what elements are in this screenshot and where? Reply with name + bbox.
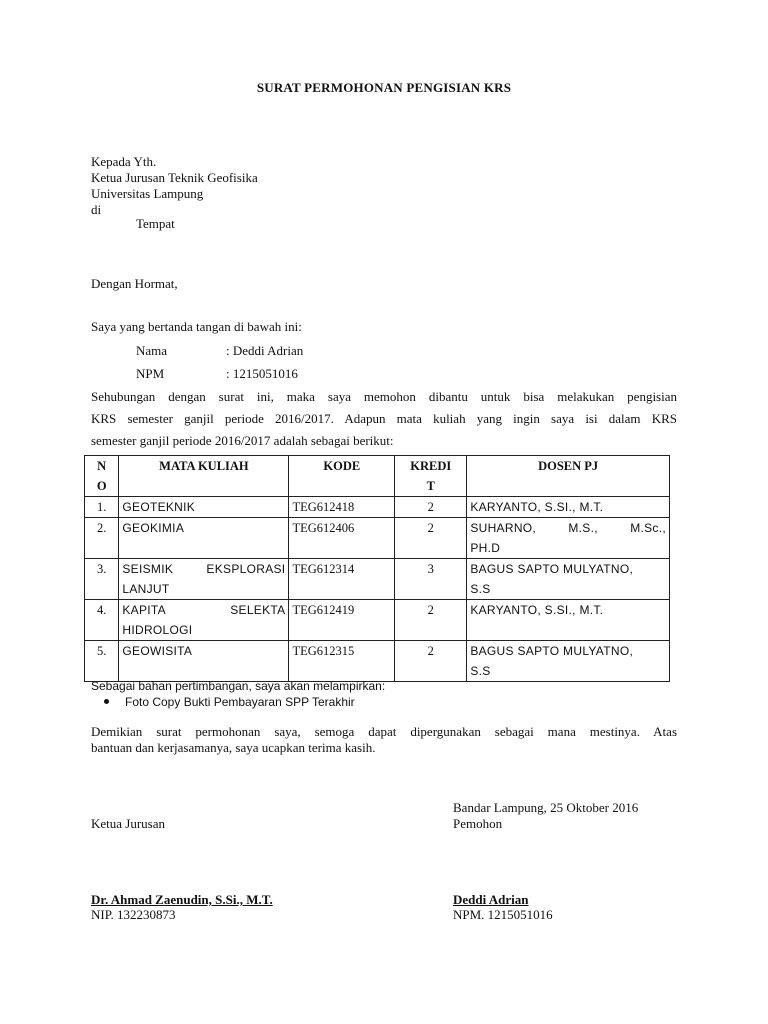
header-kredit	[395, 456, 467, 497]
name-label: Nama	[136, 343, 168, 358]
row-mata-kuliah	[119, 497, 289, 518]
header-kredit-line2: T	[426, 479, 435, 493]
table-row	[85, 600, 670, 641]
row-dosen-line1: BAGUS SAPTO MULYATNO,	[470, 644, 634, 658]
row-kredit: 2	[395, 497, 467, 518]
table-row	[85, 559, 670, 600]
body-line-1: Sehubungan dengan surat ini, maka saya memohon dibantu untuk bisa melakukan pengisian	[91, 389, 677, 404]
row-mata-kuliah	[119, 641, 289, 682]
header-no-line1: N	[97, 459, 107, 473]
row-mata-kuliah-line1: GEOTEKNIK	[122, 500, 196, 514]
closing-line-2: bantuan dan kerjasamanya, saya ucapkan terima kasih.	[91, 740, 376, 755]
right-signer-name: Deddi Adrian	[453, 892, 529, 907]
row-kredit: 2	[395, 518, 467, 559]
row-no: 5.	[85, 641, 119, 682]
table-header-row	[85, 456, 670, 497]
left-signer-role: Ketua Jurusan	[91, 816, 166, 831]
header-mata-kuliah: MATA KULIAH	[119, 456, 289, 497]
row-dosen-line1: BAGUS SAPTO MULYATNO,	[470, 562, 634, 576]
intro-line: Saya yang bertanda tangan di bawah ini:	[91, 319, 302, 334]
recipient-greeting: Kepada Yth.	[91, 154, 157, 169]
row-no: 1.	[85, 497, 119, 518]
right-signer-role: Pemohon	[453, 816, 503, 831]
row-kode: TEG612315	[289, 641, 395, 682]
row-dosen-line2: S.S	[470, 582, 491, 596]
table-row	[85, 641, 670, 682]
row-mata-kuliah	[119, 600, 289, 641]
row-kredit: 2	[395, 641, 467, 682]
row-dosen-line1: KARYANTO, S.SI., M.T.	[470, 603, 604, 617]
header-kode: KODE	[289, 456, 395, 497]
row-mata-kuliah-line1: GEOKIMIA	[122, 521, 185, 535]
row-mata-kuliah-line2: LANJUT	[122, 582, 170, 596]
header-kredit-line1: KREDI	[410, 459, 452, 473]
right-signer-id: NPM. 1215051016	[453, 907, 553, 922]
letter-title: SURAT PERMOHONAN PENGISIAN KRS	[256, 80, 512, 95]
row-mata-kuliah	[119, 518, 289, 559]
row-dosen	[467, 641, 670, 682]
row-dosen	[467, 497, 670, 518]
row-kredit: 2	[395, 600, 467, 641]
recipient-place: Tempat	[136, 216, 175, 231]
row-dosen	[467, 600, 670, 641]
left-signer-name: Dr. Ahmad Zaenudin, S.Si., M.T.	[91, 892, 273, 907]
row-kode: TEG612419	[289, 600, 395, 641]
row-no: 3.	[85, 559, 119, 600]
row-dosen	[467, 518, 670, 559]
npm-value: : 1215051016	[226, 366, 298, 381]
attachments-intro: Sebagai bahan pertimbangan, saya akan melampirkan:	[91, 679, 386, 693]
row-kredit: 3	[395, 559, 467, 600]
row-dosen	[467, 559, 670, 600]
table-row	[85, 518, 670, 559]
recipient-institution: Universitas Lampung	[91, 186, 204, 201]
bullet-icon	[104, 699, 109, 704]
place-date: Bandar Lampung, 25 Oktober 2016	[453, 800, 639, 815]
row-kode: TEG612314	[289, 559, 395, 600]
row-dosen-line2: S.S	[470, 664, 491, 678]
header-no	[85, 456, 119, 497]
recipient-di: di	[91, 202, 102, 217]
row-dosen-line1: SUHARNO, M.S., M.Sc.,	[470, 521, 666, 535]
row-mata-kuliah-line1: KAPITA SELEKTA	[122, 603, 286, 617]
npm-label: NPM	[136, 366, 165, 381]
row-no: 4.	[85, 600, 119, 641]
body-line-2: KRS semester ganjil periode 2016/2017. Adapun mata kuliah yang ingin saya isi dalam KRS	[91, 411, 677, 426]
name-value: : Deddi Adrian	[226, 343, 304, 358]
row-mata-kuliah-line1: SEISMIK EKSPLORASI	[122, 562, 286, 576]
row-no: 2.	[85, 518, 119, 559]
greeting: Dengan Hormat,	[91, 276, 178, 291]
row-dosen-line1: KARYANTO, S.SI., M.T.	[470, 500, 604, 514]
body-line-3: semester ganjil periode 2016/2017 adalah sebagai berikut:	[91, 433, 394, 448]
row-mata-kuliah-line1: GEOWISITA	[122, 644, 193, 658]
row-mata-kuliah	[119, 559, 289, 600]
row-kode: TEG612406	[289, 518, 395, 559]
row-mata-kuliah-line2: HIDROLOGI	[122, 623, 193, 637]
header-no-line2: O	[96, 479, 107, 493]
course-table	[84, 455, 670, 682]
table-row	[85, 497, 670, 518]
attachment-item: Foto Copy Bukti Pembayaran SPP Terakhir	[125, 695, 355, 709]
closing-line-1: Demikian surat permohonan saya, semoga dapat dipergunakan sebagai mana mestinya. Atas	[91, 724, 677, 739]
recipient-position: Ketua Jurusan Teknik Geofisika	[91, 170, 258, 185]
left-signer-id: NIP. 132230873	[91, 907, 176, 922]
header-dosen: DOSEN PJ	[467, 456, 670, 497]
row-dosen-line2: PH.D	[470, 541, 501, 555]
row-kode: TEG612418	[289, 497, 395, 518]
